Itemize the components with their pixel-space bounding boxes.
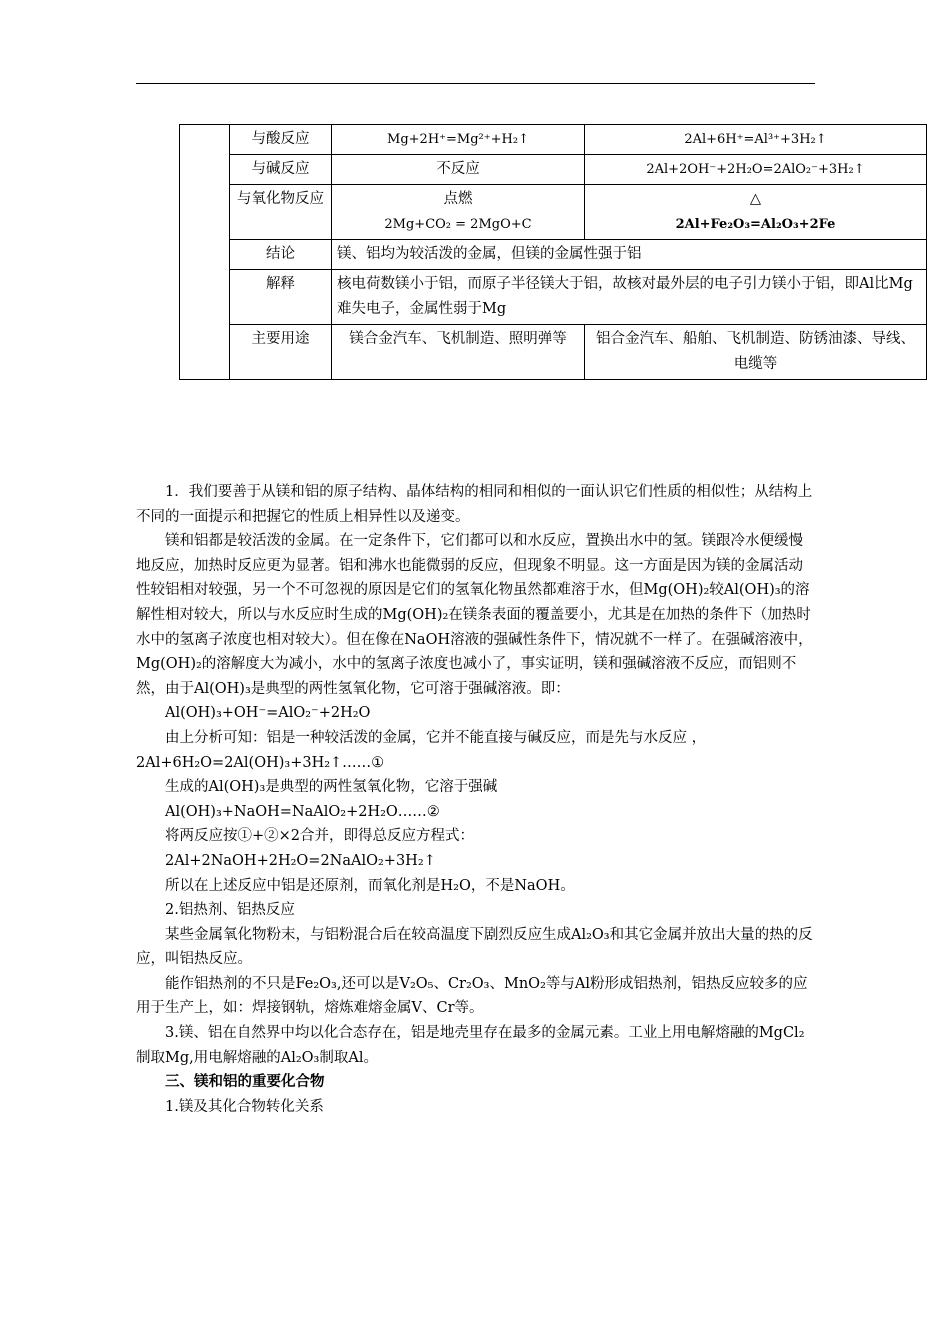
paragraph: 某些金属氧化物粉末，与铝粉混合后在较高温度下剧烈反应生成Al₂O₃和其它金属并放出大量的热的反应，叫铝热反应。 [136,926,813,968]
paragraph: 将两反应按①+②×2合并，即得总反应方程式： [165,828,475,845]
table-row [180,270,927,325]
table-row [180,155,927,185]
row-label: 与氧化物反应 [230,185,332,240]
paragraph: 能作铝热剂的不只是Fe₂O₃,还可以是V₂O₅、Cr₂O₃、MnO₂等与Al粉形成铝热剂，铝热反应较多的应用于生产上，如：焊接钢轨，熔炼难熔金属V、Cr等。 [136,975,808,1017]
comparison-table [179,124,927,380]
section-heading: 2.铝热剂、铝热反应 [165,902,295,919]
row-label: 与酸反应 [230,125,332,155]
paragraph: 3.镁、铝在自然界中均以化合态存在，铝是地壳里存在最多的金属元素。工业上用电解熔融的MgCl₂制取Mg,用电解熔融的Al₂O₃制取Al。 [136,1025,805,1066]
table-row [180,325,927,380]
equation-text: 2Mg+CO₂ = 2MgO+C [384,217,532,232]
row-label: 结论 [230,240,332,270]
al-cell: 2Al+2OH⁻+2H₂O=2AlO₂⁻+3H₂↑ [585,155,927,185]
paragraph: 所以在上述反应中铝是还原剂，而氧化剂是H₂O，不是NaOH。 [165,877,575,894]
equation-text: 2Al+Fe₂O₃=Al₂O₃+2Fe [675,217,836,232]
mg-cell: Mg+2H⁺=Mg²⁺+H₂↑ [332,125,585,155]
paragraph: 由上分析可知：铝是一种较活泼的金属，它并不能直接与碱反应，而是先与水反应 ，2Al+6H₂O=2Al(OH)₃+3H₂↑……① [136,729,707,771]
al-cell: 铝合金汽车、船舶、飞机制造、防锈油漆、导线、电缆等 [585,325,927,380]
header-rule [136,83,815,84]
table-row [180,125,927,155]
row-label: 主要用途 [230,325,332,380]
empty-side-cell [180,125,230,380]
paragraph: 镁和铝都是较活泼的金属。在一定条件下，它们都可以和水反应，置换出水中的氢。镁跟冷水便缓慢地反应，加热时反应更为显著。铝和沸水也能微弱的反应，但现象不明显。这一方面是因为镁的金属活动性较铝相对较强，另一个不可忽视的原因是它们的氢氧化物虽然都难溶于水，但Mg(OH)₂较Al(OH)₃的溶解性相对较大，所以与水反应时生成的Mg(OH)₂在镁条表面的覆盖要小，尤其是在加热的条件下（加热时水中的氢离子浓度也相对较大）。但在像在NaOH溶液的强碱性条件下，情况就不一样了。在强碱溶液中，Mg(OH)₂的溶解度大为减小，水中的氢离子浓度也减小了，事实证明，镁和强碱溶液不反应，而铝则不然，由于Al(OH)₃是典型的两性氢氧化物，它可溶于强碱溶液。即： [136,533,813,697]
al-cell: 2Al+6H⁺=Al³⁺+3H₂↑ [585,125,927,155]
paragraph: 生成的Al(OH)₃是典型的两性氢氧化物，它溶于强碱 [165,779,498,796]
equation: Al(OH)₃+OH⁻=AlO₂⁻+2H₂O [165,705,371,722]
paragraph: 1.镁及其化合物转化关系 [165,1098,324,1115]
table-row [180,185,927,240]
condition-text: 点燃 [443,191,473,207]
mg-cell: 不反应 [332,155,585,185]
equation: 2Al+2NaOH+2H₂O=2NaAlO₂+3H₂↑ [165,852,436,869]
section-heading: 三、镁和铝的重要化合物 [165,1073,325,1091]
merged-cell: 镁、铝均为较活泼的金属，但镁的金属性强于铝 [332,240,927,270]
row-label: 与碱反应 [230,155,332,185]
mg-cell: 镁合金汽车、飞机制造、照明弹等 [332,325,585,380]
heat-symbol: △ [749,191,762,207]
paragraph: 1．我们要善于从镁和铝的原子结构、晶体结构的相同和相似的一面认识它们性质的相似性；从结构上不同的一面提示和把握它的性质上相异性以及递变。 [136,484,813,525]
merged-cell: 核电荷数镁小于铝，而原子半径镁大于铝，故核对最外层的电子引力镁小于铝，即Al比Mg难失电子，金属性弱于Mg [332,270,927,325]
row-label: 解释 [230,270,332,325]
mg-cell [332,185,585,240]
al-cell [585,185,927,240]
table-row [180,240,927,270]
equation: Al(OH)₃+NaOH=NaAlO₂+2H₂O……② [165,803,440,820]
body-text [136,480,815,1119]
